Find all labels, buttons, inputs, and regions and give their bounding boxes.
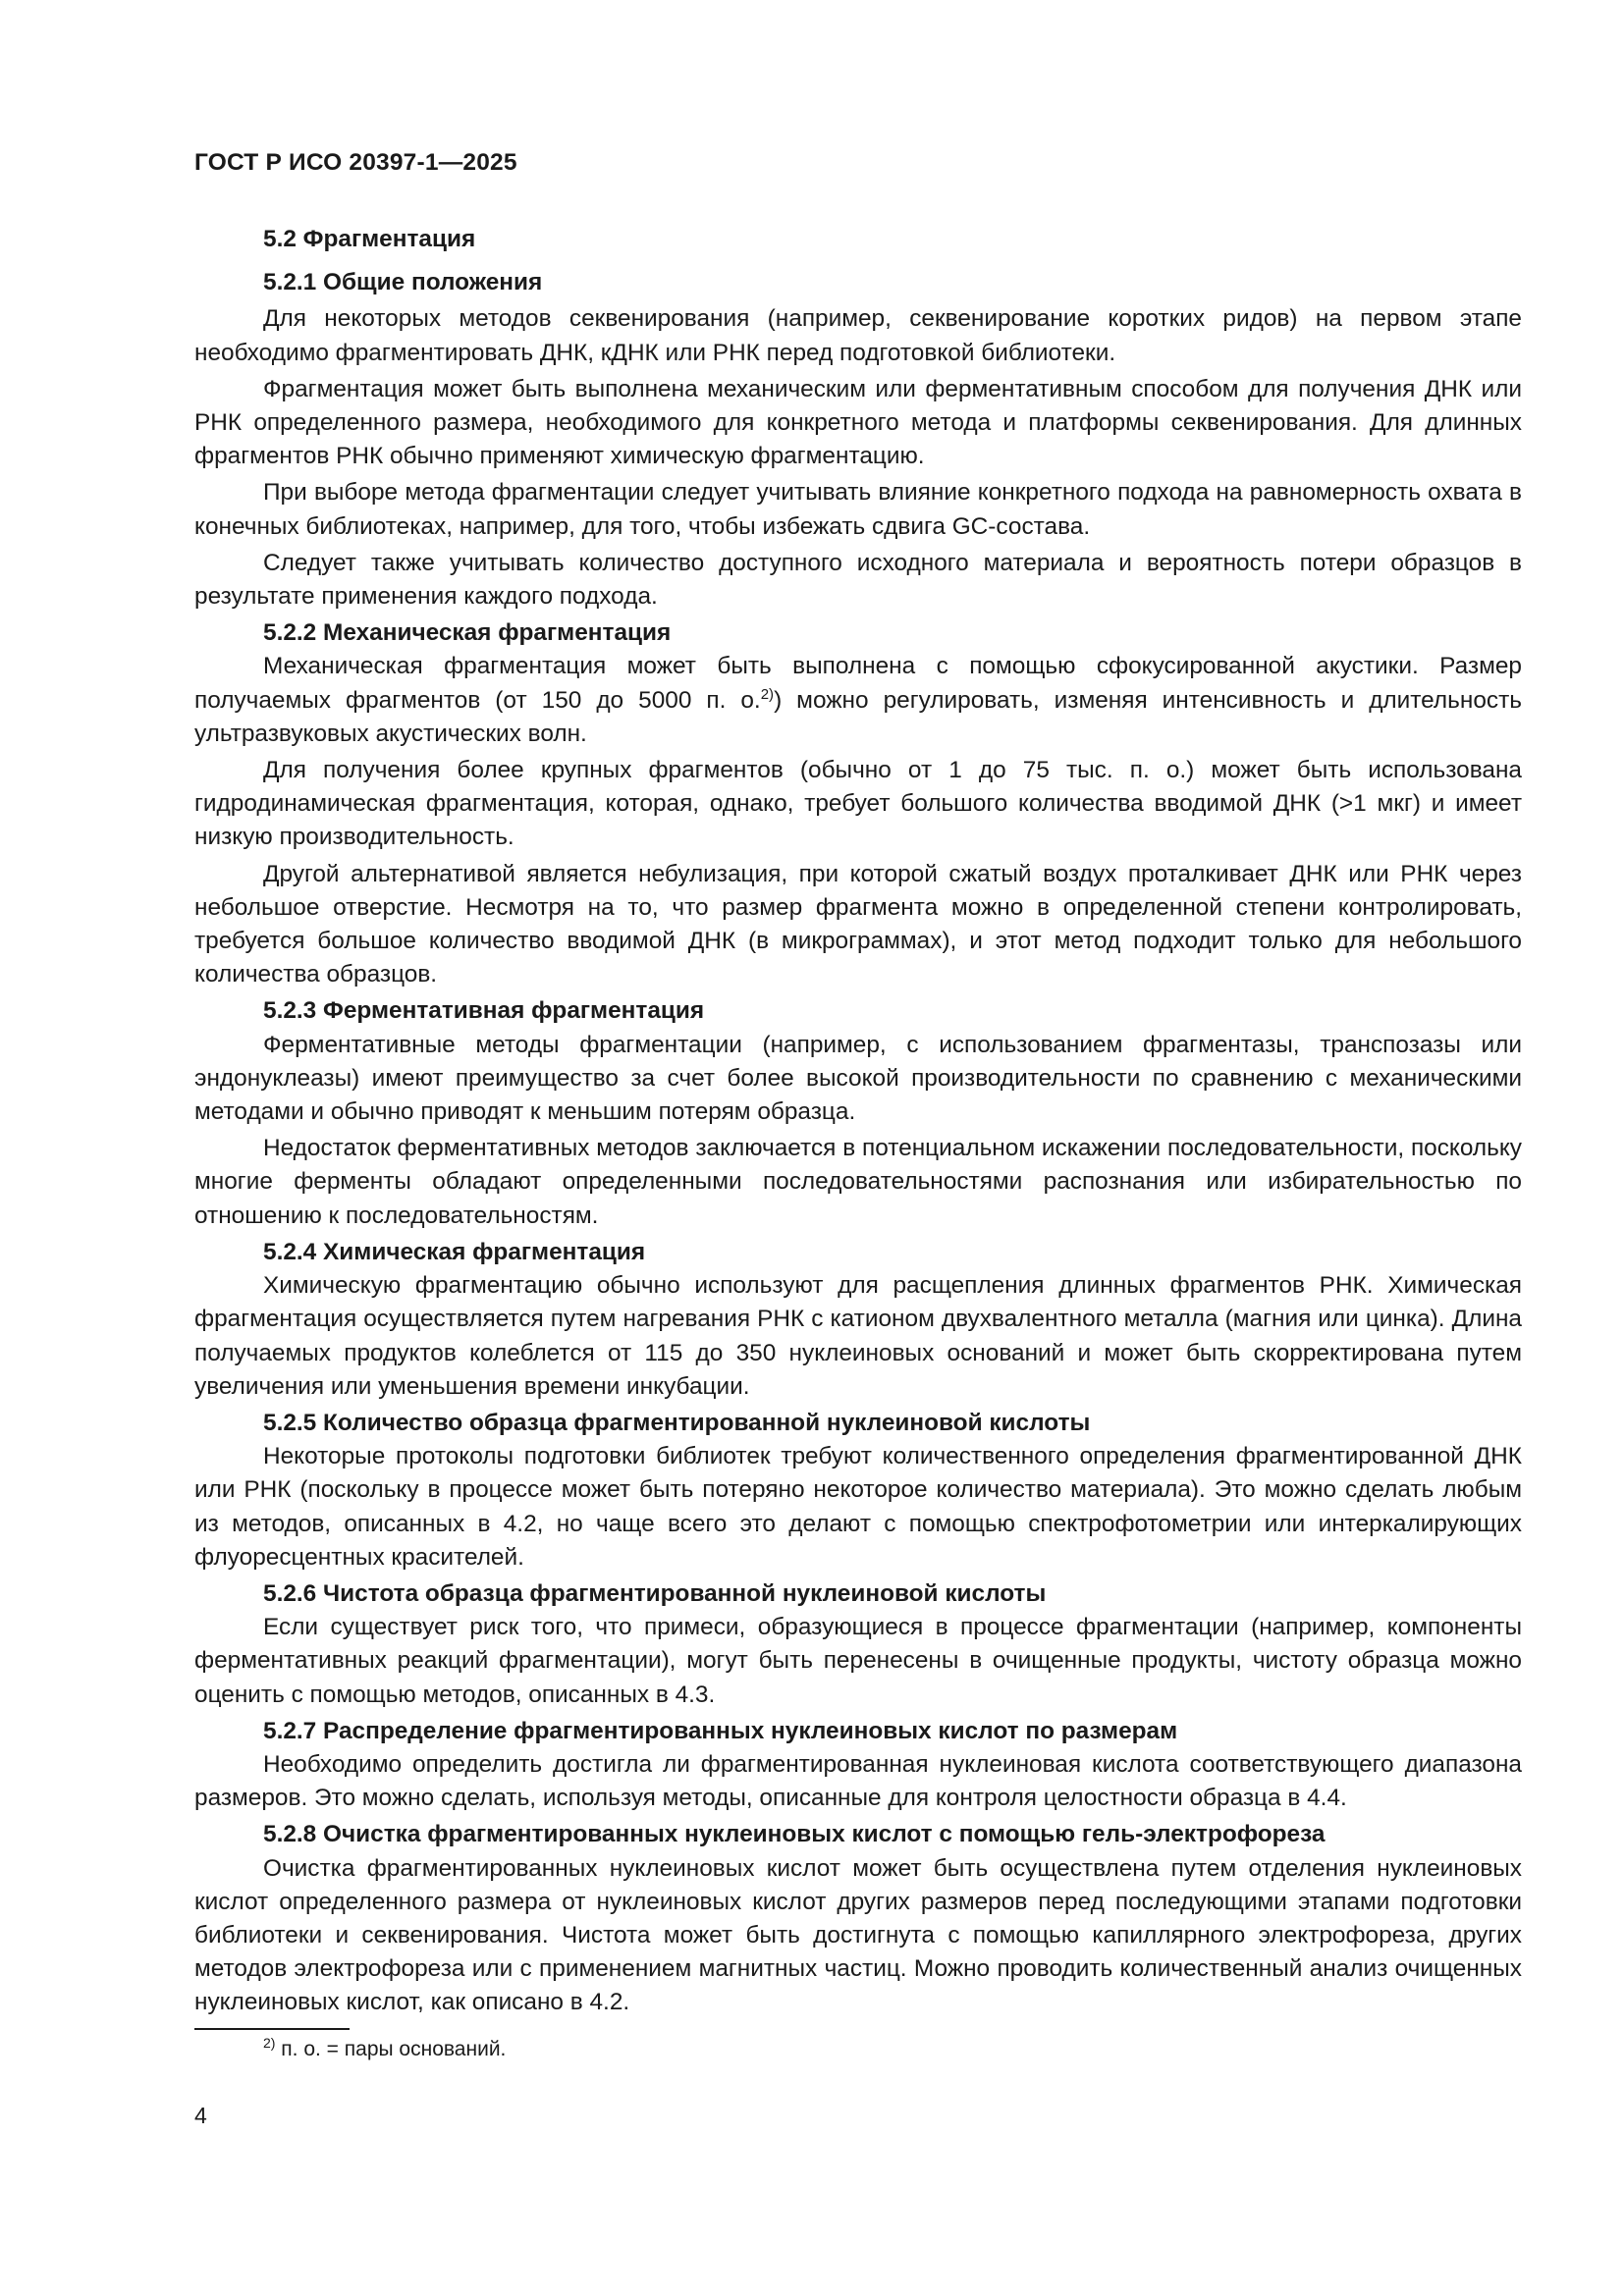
paragraph — [194, 650, 1522, 751]
document-body — [194, 223, 1522, 2023]
paragraph: Ферментативные методы фрагментации (например, с использованием фрагментазы, транспозазы или эндонуклеазы) имеют преимущество за счет более высокой производительности по сравнению с механическими методами и обычно приводят к меньшим потерям образца. — [194, 1031, 1522, 1126]
subsection-heading-5-2-5: 5.2.5 Количество образца фрагментированной нуклеиновой кислоты — [263, 1409, 1091, 1436]
footnote-marker: 2) — [263, 2035, 276, 2051]
footnote — [263, 2035, 506, 2064]
paragraph: Фрагментация может быть выполнена механическим или ферментативным способом для получения ДНК или РНК определенного размера, необходимого для конкретного метода и платформы секвенирования. Для длинных фрагментов РНК обычно применяют химическую фрагментацию. — [194, 375, 1522, 470]
paragraph-text: ) можно регулировать, изменяя интенсивность и длительность ультразвуковых акустических волн. — [194, 686, 1522, 747]
section-heading: 5.2 Фрагментация — [263, 226, 476, 252]
subsection-heading-5-2-8: 5.2.8 Очистка фрагментированных нуклеиновых кислот с помощью гель-электрофореза — [263, 1821, 1326, 1848]
footnote-text: п. о. = пары оснований. — [275, 2038, 507, 2060]
subsection-heading-5-2-3: 5.2.3 Ферментативная фрагментация — [263, 997, 705, 1025]
paragraph-text: Механическая фрагментация может быть выполнена с помощью сфокусированной акустики. Размер получаемых фрагментов (от 150 до 5000 п. о. — [194, 653, 1522, 714]
paragraph: Химическую фрагментацию обычно используют для расщепления длинных фрагментов РНК. Химическая фрагментация осуществляется путем нагревания РНК с катионом двухвалентного металла (магния или цинка). Длина получаемых продуктов колеблется от 115 до 350 нуклеиновых оснований и может быть скорректирована путем увеличения или уменьшения времени инкубации. — [194, 1272, 1522, 1400]
paragraph: Для некоторых методов секвенирования (например, секвенирование коротких ридов) на первом этапе необходимо фрагментировать ДНК, кДНК или РНК перед подготовкой библиотеки. — [194, 305, 1522, 366]
paragraph: Очистка фрагментированных нуклеиновых кислот может быть осуществлена путем отделения нуклеиновых кислот определенного размера от нуклеиновых кислот других размеров перед последующими этапами подготовки библиотеки и секвенирования. Чистота может быть достигнута с помощью капиллярного электрофореза, других методов электрофореза или с применением магнитных частиц. Можно проводить количественный анализ очищенных нуклеиновых кислот, как описано в 4.2. — [194, 1854, 1522, 2016]
subsection-heading-5-2-7: 5.2.7 Распределение фрагментированных нуклеиновых кислот по размерам — [263, 1717, 1178, 1744]
subsection-heading-5-2-6: 5.2.6 Чистота образца фрагментированной нуклеиновой кислоты — [263, 1579, 1047, 1607]
paragraph: Другой альтернативой является небулизация, при которой сжатый воздух проталкивает ДНК или РНК через небольшое отверстие. Несмотря на то, что размер фрагмента можно в определенной степени контролировать, требуется большое количество вводимой ДНК (в микрограммах), и этот метод подходит только для небольшого количества образцов. — [194, 860, 1522, 988]
footnote-divider — [194, 2028, 350, 2030]
paragraph: Некоторые протоколы подготовки библиотек требуют количественного определения фрагментированной ДНК или РНК (поскольку в процессе может быть потеряно некоторое количество материала). Это можно сделать любым из методов, описанных в 4.2, но чаще всего это делают с помощью спектрофотометрии или интеркалирующих флуоресцентных красителей. — [194, 1443, 1522, 1571]
paragraph: Если существует риск того, что примеси, образующиеся в процессе фрагментации (например, компоненты ферментативных реакций фрагментации), могут быть перенесены в очищенные продукты, чистоту образца можно оценить с помощью методов, описанных в 4.3. — [194, 1614, 1522, 1708]
paragraph: Недостаток ферментативных методов заключается в потенциальном искажении последовательности, поскольку многие ферменты обладают определенными последовательностями распознания или избирательностью по отношению к последовательностям. — [194, 1135, 1522, 1229]
paragraph: Следует также учитывать количество доступного исходного материала и вероятность потери образцов в результате применения каждого подхода. — [194, 549, 1522, 611]
subsection-heading-5-2-1: 5.2.1 Общие положения — [263, 269, 543, 296]
paragraph: Для получения более крупных фрагментов (обычно от 1 до 75 тыс. п. о.) может быть использована гидродинамическая фрагментация, которая, однако, требует большого количества вводимой ДНК (>1 мкг) и имеет низкую производительность. — [194, 757, 1522, 851]
page-number: 4 — [194, 2103, 207, 2128]
document-header: ГОСТ Р ИСО 20397-1—2025 — [194, 149, 517, 176]
subsection-heading-5-2-4: 5.2.4 Химическая фрагментация — [263, 1238, 646, 1265]
paragraph: При выборе метода фрагментации следует учитывать влияние конкретного подхода на равномерность охвата в конечных библиотеках, например, для того, чтобы избежать сдвига GC-состава. — [194, 479, 1522, 540]
paragraph: Необходимо определить достигла ли фрагментированная нуклеиновая кислота соответствующего диапазона размеров. Это можно сделать, используя методы, описанные для контроля целостности образца в 4.4. — [194, 1750, 1522, 1812]
subsection-heading-5-2-2: 5.2.2 Механическая фрагментация — [263, 619, 672, 647]
footnote-reference: 2) — [760, 685, 775, 703]
